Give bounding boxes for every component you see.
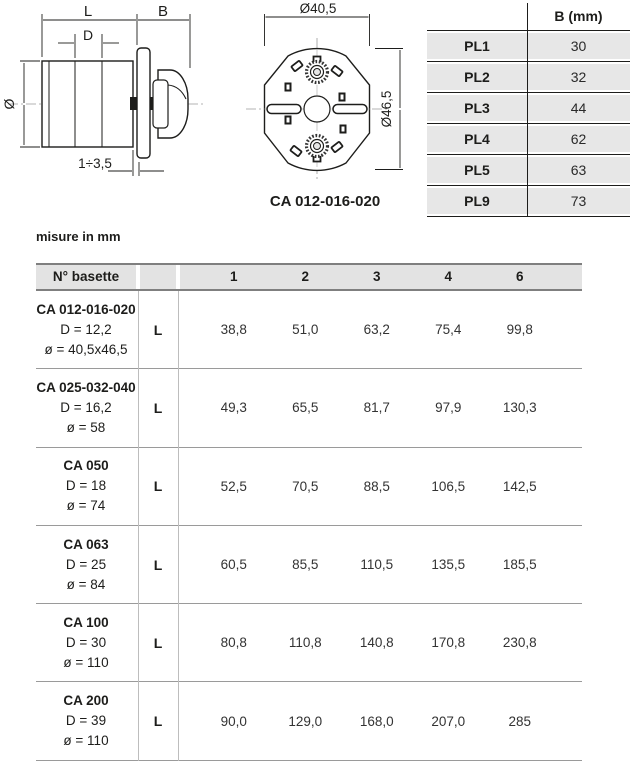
table-row (36, 682, 582, 760)
values-cells (180, 635, 582, 650)
b-table-column-divider (527, 3, 528, 217)
basette-cell (36, 456, 136, 516)
model-d: D = 25 (65, 556, 107, 572)
header-col-6: 6 (515, 269, 524, 284)
switch-body (42, 61, 133, 147)
pl-label: PL4 (464, 131, 490, 147)
table-row (427, 30, 630, 61)
basette-cell (36, 535, 136, 595)
front-plate (137, 48, 150, 158)
shaft-nub-left (130, 97, 137, 110)
value-cell: 52,5 (220, 478, 247, 494)
dimensions-table-header (36, 263, 582, 291)
pl-value: 32 (570, 69, 587, 85)
l-cell: L (153, 634, 163, 651)
value-cell: 170,8 (431, 635, 466, 651)
value-cell: 129,0 (288, 713, 323, 729)
value-cell: 230,8 (502, 635, 537, 651)
value-cell: 110,8 (288, 635, 322, 651)
dim-label-B: B (157, 3, 169, 20)
header-pole-columns (180, 265, 582, 289)
model-diameter: ø = 74 (66, 498, 106, 514)
value-cell: 80,8 (220, 635, 247, 651)
model-d: D = 18 (65, 478, 107, 494)
table-row (427, 61, 630, 92)
value-cell: 140,8 (359, 635, 394, 651)
model-diameter: ø = 58 (66, 419, 106, 435)
header-col-3: 3 (372, 269, 381, 284)
model-d: D = 12,2 (60, 321, 112, 337)
table-row (36, 369, 582, 447)
value-cell: 130,3 (502, 400, 537, 416)
value-cell: 99,8 (506, 322, 533, 338)
value-cell: 207,0 (431, 713, 466, 729)
pl-label: PL2 (464, 69, 490, 85)
l-cell: L (153, 399, 163, 416)
pl-value: 30 (570, 38, 587, 54)
values-cells (180, 714, 582, 729)
model-diameter: ø = 40,5x46,5 (44, 341, 128, 357)
l-cell: L (153, 321, 163, 338)
table-row (36, 526, 582, 604)
slot-right (333, 105, 367, 114)
front-view-caption: CA 012-016-020 (269, 193, 381, 210)
value-cell: 70,5 (292, 478, 319, 494)
value-cell: 168,0 (359, 713, 394, 729)
value-cell: 97,9 (435, 400, 462, 416)
units-note: misure in mm (36, 229, 121, 244)
header-n-basette: N° basette (36, 265, 136, 289)
table-column-divider-1 (138, 291, 139, 761)
value-cell: 88,5 (363, 478, 390, 494)
table-row (427, 92, 630, 123)
l-cell: L (153, 556, 163, 573)
pl-label: PL9 (464, 193, 490, 209)
front-view-drawing (230, 0, 440, 190)
model-name: CA 050 (63, 458, 109, 474)
header-col-2: 2 (301, 269, 309, 284)
value-cell: 185,5 (502, 557, 537, 573)
value-cell: 142,5 (502, 478, 537, 494)
knob (153, 70, 188, 138)
pl-label: PL5 (464, 162, 490, 178)
l-cell: L (153, 478, 163, 495)
b-table-header-empty (427, 3, 527, 30)
table-row (36, 604, 582, 682)
model-diameter: ø = 84 (66, 576, 106, 592)
value-cell: 60,5 (220, 557, 247, 573)
value-cell: 90,0 (220, 713, 247, 729)
pl-value: 73 (570, 193, 587, 209)
basette-cell (36, 300, 136, 360)
table-row (427, 123, 630, 154)
values-cells (180, 400, 582, 415)
value-cell: 63,2 (363, 322, 390, 338)
l-cell: L (153, 713, 163, 730)
b-table-header-row (427, 3, 630, 30)
value-cell: 49,3 (220, 400, 247, 416)
values-cells (180, 322, 582, 337)
model-name: CA 025-032-040 (36, 379, 136, 395)
pl-value: 63 (570, 162, 587, 178)
table-row (427, 154, 630, 185)
value-cell: 106,5 (431, 478, 466, 494)
b-table-bottom-border (427, 216, 630, 217)
model-name: CA 100 (63, 614, 109, 630)
center-hole (304, 96, 330, 122)
header-col-1: 1 (229, 269, 238, 284)
b-dimension-table (427, 3, 630, 217)
pl-label: PL1 (464, 38, 490, 54)
dim-label-D: D (82, 27, 94, 43)
side-view-drawing (0, 0, 230, 225)
slot-left (267, 105, 301, 114)
dim-label-40-5: Ø40,5 (299, 1, 337, 16)
model-d: D = 30 (65, 634, 107, 650)
pl-value: 62 (570, 131, 587, 147)
model-diameter: ø = 110 (63, 654, 109, 670)
basette-cell (36, 613, 136, 673)
model-name: CA 200 (63, 693, 109, 709)
dim-label-46-5: Ø46,5 (379, 90, 394, 128)
model-name: CA 063 (63, 536, 109, 552)
header-l-column (140, 265, 176, 289)
table-column-divider-2 (178, 291, 179, 761)
model-d: D = 39 (65, 713, 107, 729)
table-row (427, 185, 630, 216)
model-diameter: ø = 110 (63, 733, 109, 749)
value-cell: 65,5 (292, 400, 319, 416)
basette-cell (36, 378, 136, 438)
value-cell: 110,5 (360, 557, 394, 573)
value-cell: 85,5 (292, 557, 319, 573)
value-cell: 135,5 (431, 557, 466, 573)
table-row (36, 448, 582, 526)
value-cell: 285 (508, 713, 532, 729)
value-cell: 51,0 (292, 322, 319, 338)
model-d: D = 16,2 (60, 399, 112, 415)
values-cells (180, 557, 582, 572)
pl-value: 44 (570, 100, 587, 116)
dim-gap (108, 150, 164, 176)
pl-label: PL3 (464, 100, 490, 116)
table-row (36, 291, 582, 369)
value-cell: 38,8 (220, 322, 247, 338)
model-name: CA 012-016-020 (36, 301, 136, 317)
value-cell: 75,4 (435, 322, 462, 338)
basette-cell (36, 691, 136, 751)
value-cell: 81,7 (363, 400, 390, 416)
values-cells (180, 479, 582, 494)
dim-label-diameter: Ø (1, 98, 17, 110)
header-col-4: 4 (444, 269, 452, 284)
dimensions-table (36, 263, 582, 761)
dim-label-L: L (83, 3, 93, 20)
dim-label-gap: 1÷3,5 (78, 156, 112, 171)
b-table-header-label: B (mm) (554, 8, 603, 24)
